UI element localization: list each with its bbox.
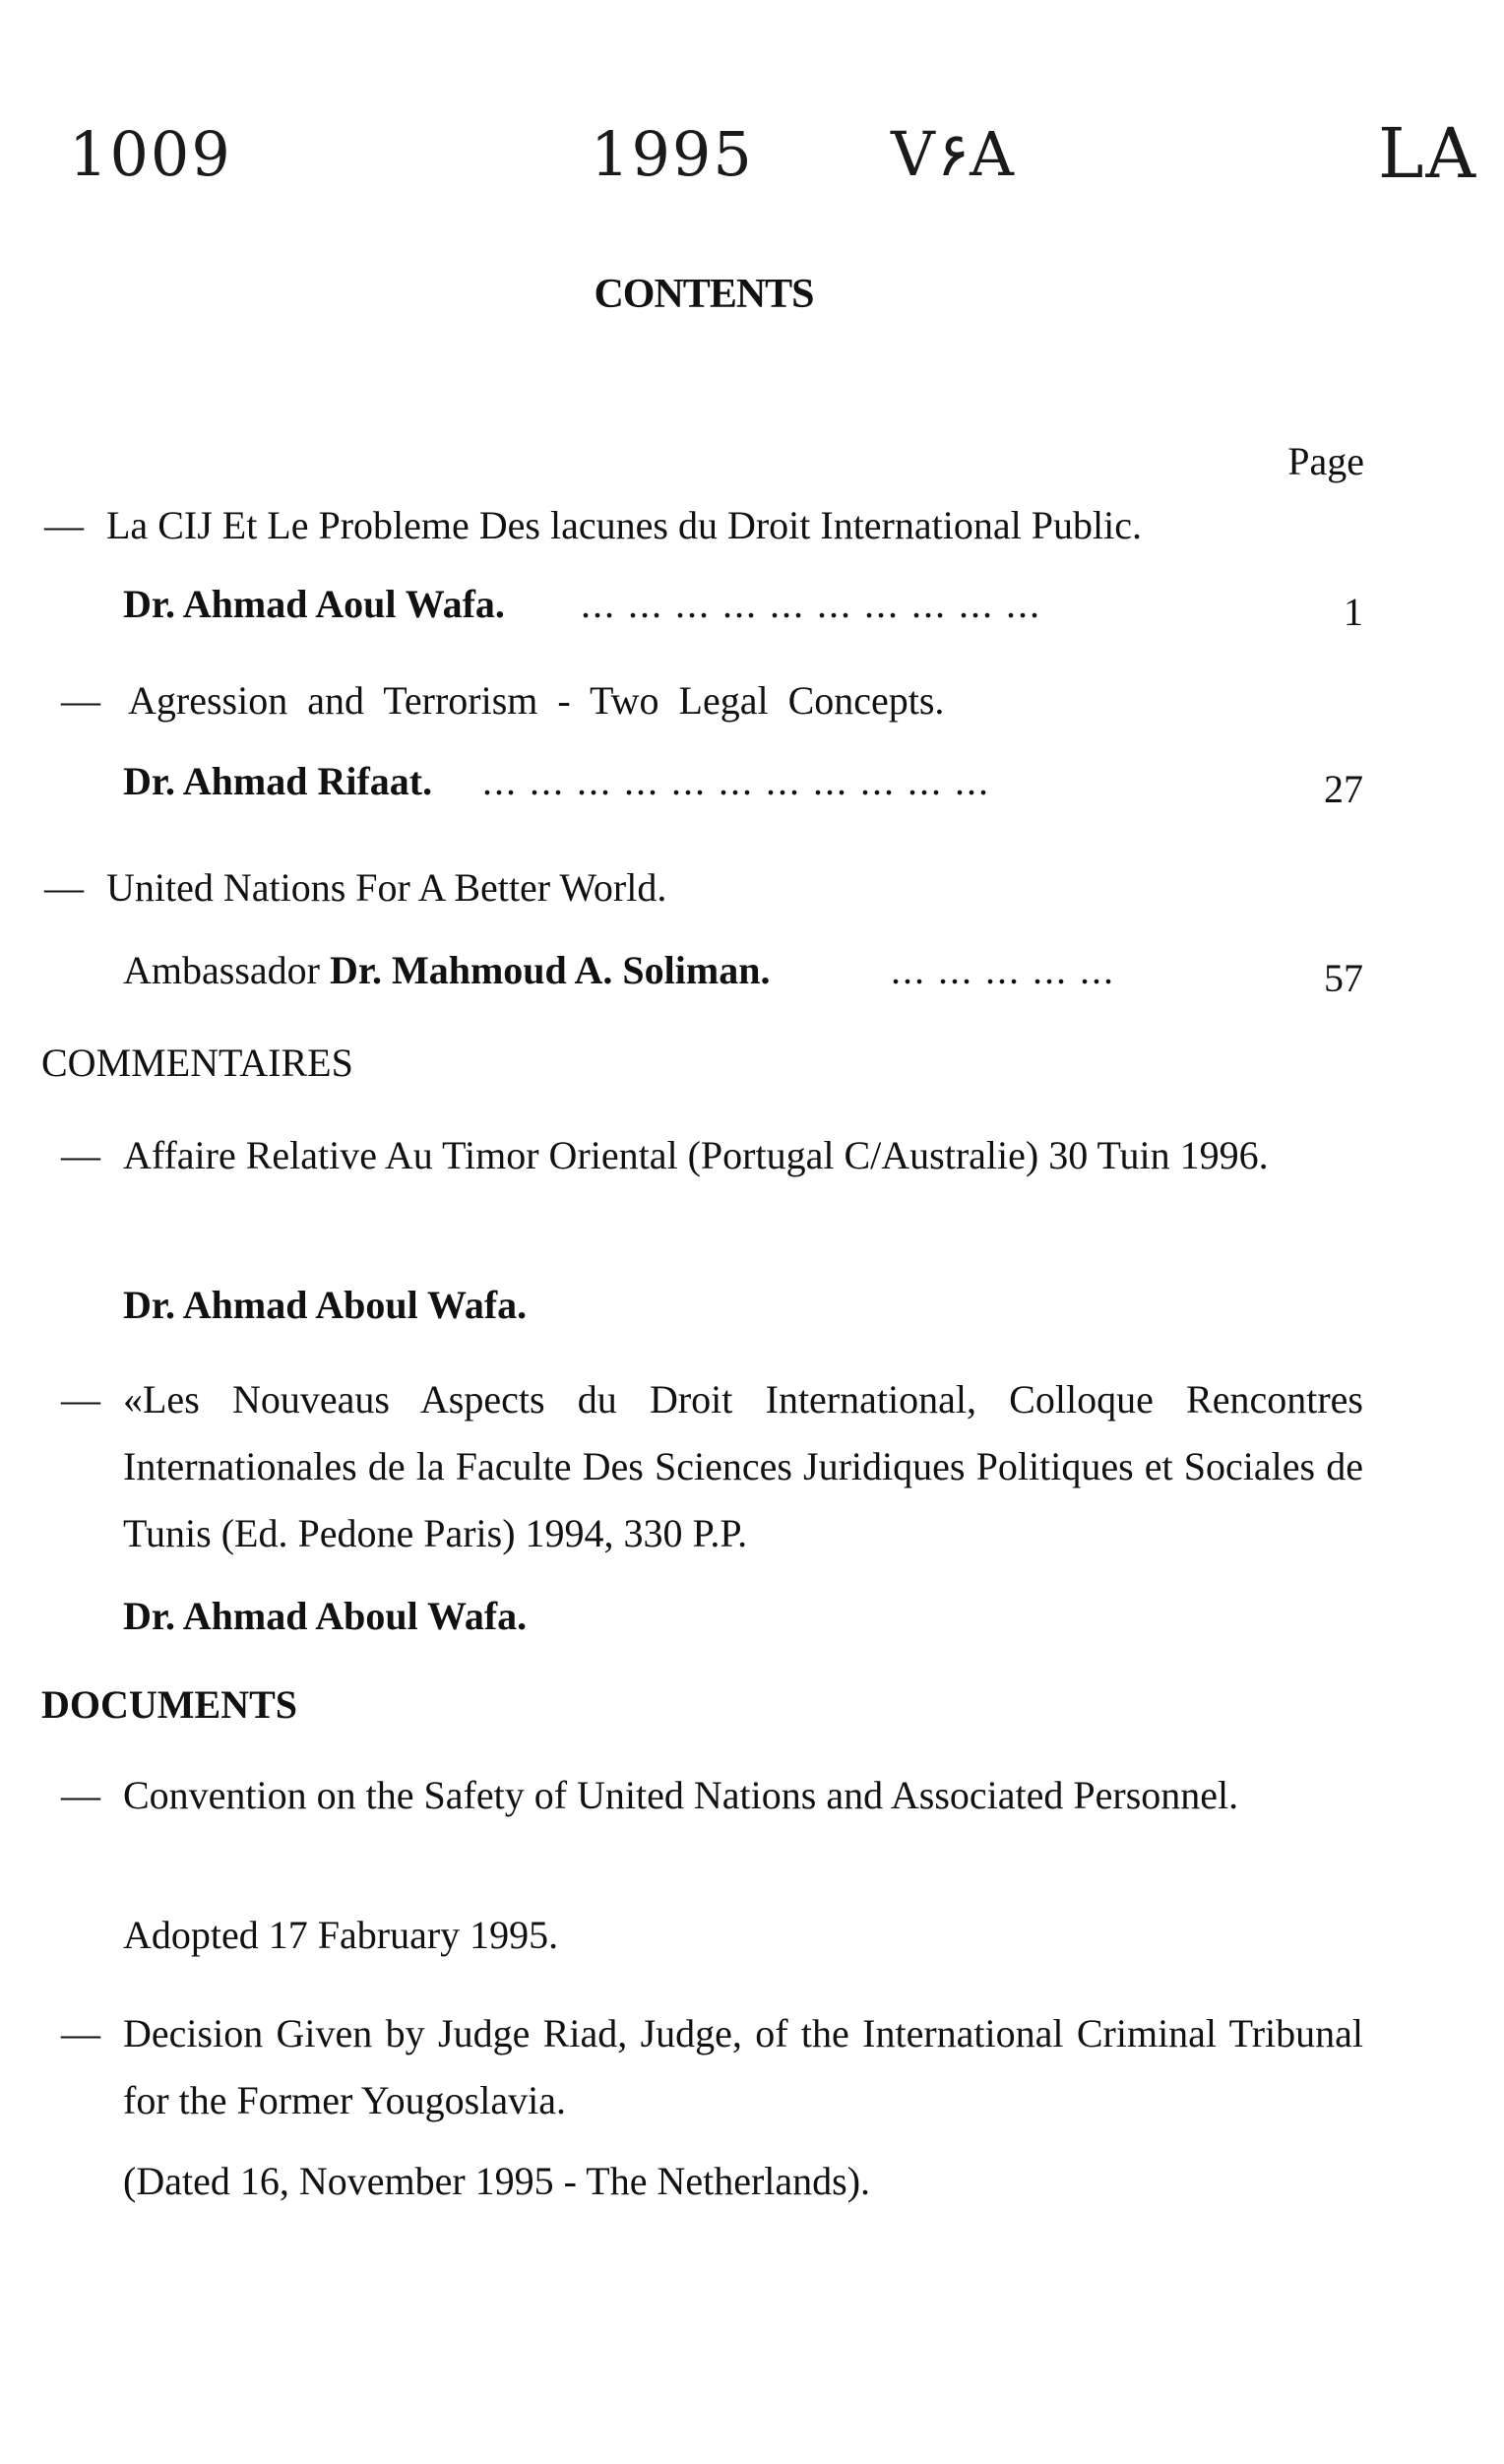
article-1-dash: — <box>44 503 84 547</box>
article-3-author-line <box>123 947 770 993</box>
commentaire-1-dash: — <box>61 1133 100 1177</box>
article-1-author: Dr. Ahmad Aoul Wafa. <box>123 582 505 626</box>
article-3-author: Dr. Mahmoud A. Soliman. <box>329 948 771 992</box>
article-3-leader-dots: ... ... ... ... ... <box>891 948 1115 992</box>
article-3-title: United Nations For A Better World. <box>106 865 667 910</box>
commentaire-2-text: «Les Nouveaus Aspects du Droit International, Colloque Rencontres Internationales de la Faculte Des Sciences Juridiques Politiques et Sociales de Tunis (Ed. Pedone Paris) 1994, 330 P.P. <box>123 1377 1363 1555</box>
article-2-title: Agression and Terrorism - Two Legal Concepts. <box>128 678 945 723</box>
article-1-leader-dots: ... ... ... ... ... ... ... ... ... ... <box>581 582 1041 626</box>
document-2-dash: — <box>61 2011 100 2055</box>
handwritten-mark-4: LA <box>1378 113 1478 194</box>
page-title: CONTENTS <box>594 272 814 317</box>
document-2-text: Decision Given by Judge Riad, Judge, of the International Criminal Tribunal for the Former Yougoslavia. <box>123 2011 1363 2122</box>
document-1-text: Convention on the Safety of United Nations and Associated Personnel. <box>123 1773 1239 1817</box>
commentaire-2-author: Dr. Ahmad Aboul Wafa. <box>123 1594 528 1638</box>
article-1-page: 1 <box>1344 590 1363 634</box>
article-1-title: La CIJ Et Le Probleme Des lacunes du Droit International Public. <box>106 503 1142 547</box>
commentaire-2-dash: — <box>61 1377 100 1422</box>
documents-heading: DOCUMENTS <box>41 1682 298 1727</box>
commentaire-1-author: Dr. Ahmad Aboul Wafa. <box>123 1283 528 1327</box>
article-3-dash: — <box>44 865 84 910</box>
commentaire-1-text: Affaire Relative Au Timor Oriental (Portugal C/Australie) 30 Tuin 1996. <box>123 1133 1269 1177</box>
document-1-note: Adopted 17 Fabruary 1995. <box>123 1913 559 1957</box>
page-column-label: Page <box>1287 439 1364 483</box>
handwritten-mark-1: 1009 <box>69 118 232 190</box>
handwritten-mark-2: 1995 <box>591 118 754 190</box>
handwritten-mark-3: V۶A <box>891 118 1016 190</box>
article-2-leader-dots: ... ... ... ... ... ... ... ... ... ... ... <box>482 759 990 803</box>
article-3-page: 57 <box>1324 956 1363 1000</box>
document-2-note: (Dated 16, November 1995 - The Netherlands). <box>123 2159 871 2203</box>
article-2-author: Dr. Ahmad Rifaat. <box>123 759 433 803</box>
article-3-author-prefix: Ambassador <box>123 948 330 992</box>
commentaires-heading: COMMENTAIRES <box>41 1041 353 1085</box>
article-2-dash: — <box>61 678 100 723</box>
document-1-dash: — <box>61 1773 100 1817</box>
article-2-page: 27 <box>1324 767 1363 811</box>
